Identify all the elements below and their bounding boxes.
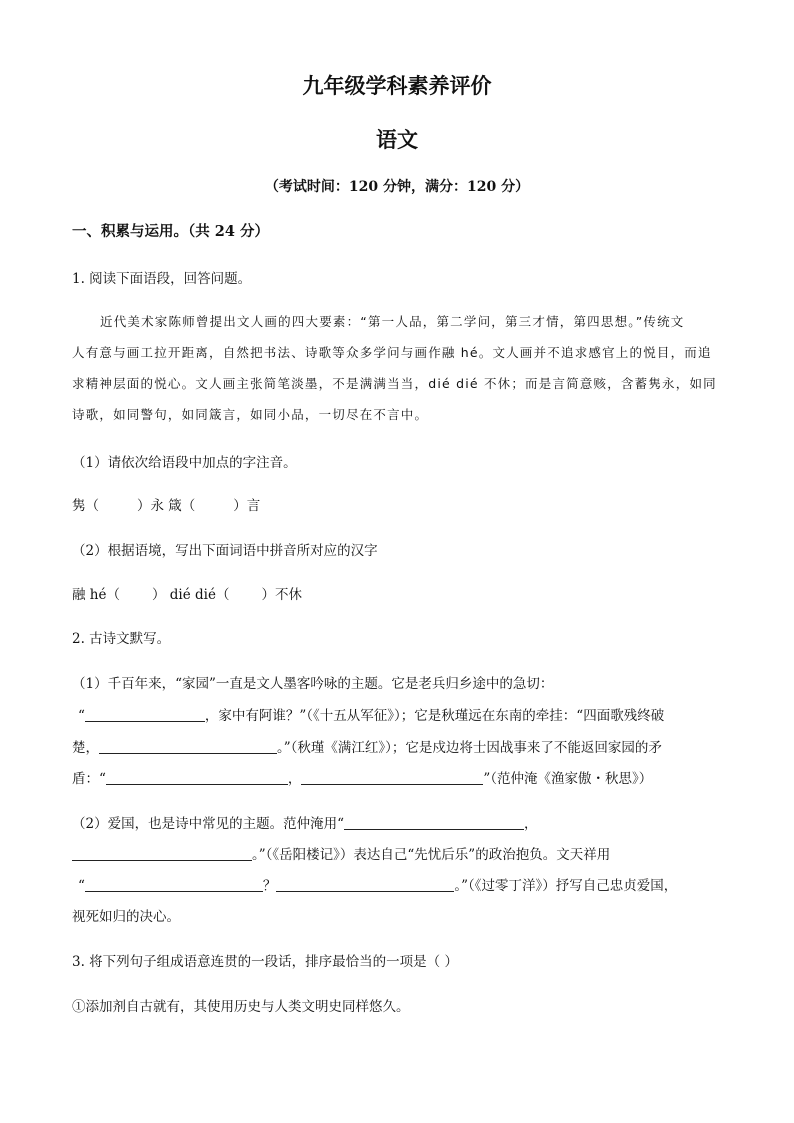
text-fragment: ”（范仲淹《渔家傲・秋思》） — [483, 771, 653, 787]
text-fragment: （2）爱国，也是诗中常见的主题。范仲淹用“ — [72, 816, 344, 832]
question-2-part2-line4: 视死如归的决心。 — [72, 909, 180, 925]
text-fragment: ， — [524, 816, 538, 832]
passage-line: 人有意与画工拉开距离，自然把书法、诗歌等众多学问与画作融 hé。文人画并不追求感官上的悦目，而追 — [72, 345, 712, 360]
answer-label: 隽（ — [72, 498, 99, 514]
text-fragment: 楚， — [72, 740, 99, 756]
question-3-item-1: ①添加剂自古就有，其使用历史与人类文明史同样悠久。 — [72, 999, 410, 1015]
exam-title: 九年级学科素养评价 — [302, 73, 492, 98]
question-1-prompt: 1. 阅读下面语段，回答问题。 — [72, 271, 252, 287]
question-2-part2-line3 — [78, 874, 677, 894]
fill-in-blank[interactable] — [301, 770, 483, 785]
question-2-part1-line4 — [72, 767, 652, 787]
question-3-prompt: 3. 将下列句子组成语意连贯的一段话，排序最恰当的一项是（ ） — [72, 954, 458, 970]
text-fragment: 。”（秋瑾《满江红》）；它是戍边将士因战事来了不能返回家园的矛 — [277, 740, 662, 756]
answer-label: ） dié dié（ — [151, 587, 230, 603]
text-fragment: 。”（《过零丁洋》）抒写自己忠贞爱国， — [454, 878, 678, 894]
fill-in-blank[interactable] — [344, 815, 524, 830]
text-fragment: ？ — [262, 878, 277, 894]
text-fragment: “ — [78, 708, 85, 724]
question-2-part1-line2 — [78, 704, 664, 724]
subject-title: 语文 — [376, 127, 418, 152]
fill-in-blank[interactable] — [106, 770, 288, 785]
answer-label: ）言 — [233, 498, 261, 514]
answer-label: ）不休 — [261, 587, 302, 603]
passage-line: 求精神层面的悦心。文人画主张简笔淡墨，不是满满当当，dié dié 不休；而是言简意赅，含蓄隽永，如同 — [72, 376, 717, 391]
fill-in-blank[interactable] — [99, 739, 277, 754]
question-1-sub2-answer-line — [72, 583, 302, 603]
question-2-prompt: 2. 古诗文默写。 — [72, 631, 171, 647]
section-heading: 一、积累与运用。（共 24 分） — [72, 223, 270, 240]
question-1-sub2: （2）根据语境，写出下面词语中拼音所对应的汉字 — [72, 543, 378, 559]
fill-in-blank[interactable] — [85, 877, 263, 892]
text-fragment: 。”（《岳阳楼记》）表达自己“先忧后乐”的政治抱负。文天祥用 — [252, 847, 611, 863]
question-1-sub1: （1）请依次给语段中加点的字注音。 — [72, 455, 297, 471]
fill-in-blank[interactable] — [72, 846, 252, 861]
question-2-part1-line1: （1）千百年来，“家园”一直是文人墨客吟咏的主题。它是老兵归乡途中的急切： — [72, 676, 554, 692]
passage-line: 近代美术家陈师曾提出文人画的四大要素：“第一人品，第二学问，第三才情，第四思想。”传统文 — [100, 314, 685, 329]
question-2-part2-line2 — [72, 843, 610, 863]
text-fragment: “ — [78, 878, 85, 894]
passage-line: 诗歌，如同警句，如同箴言，如同小品，一切尽在不言中。 — [72, 407, 429, 422]
exam-info: （考试时间：120 分钟，满分：120 分） — [264, 179, 530, 195]
question-1-sub1-answer-line — [72, 494, 260, 514]
answer-label: 融 hé（ — [72, 587, 120, 603]
answer-label: ）永 箴（ — [137, 498, 196, 514]
text-fragment: ，家中有阿谁？”（《十五从军征》）；它是秋瑾远在东南的牵挂：“四面歌残终破 — [204, 708, 665, 724]
fill-in-blank[interactable] — [276, 877, 454, 892]
question-2-part2-line1 — [72, 812, 538, 832]
text-fragment: 盾：“ — [72, 771, 106, 787]
fill-in-blank[interactable] — [85, 707, 205, 722]
question-2-part1-line3 — [72, 736, 662, 756]
text-fragment: ， — [287, 771, 302, 787]
